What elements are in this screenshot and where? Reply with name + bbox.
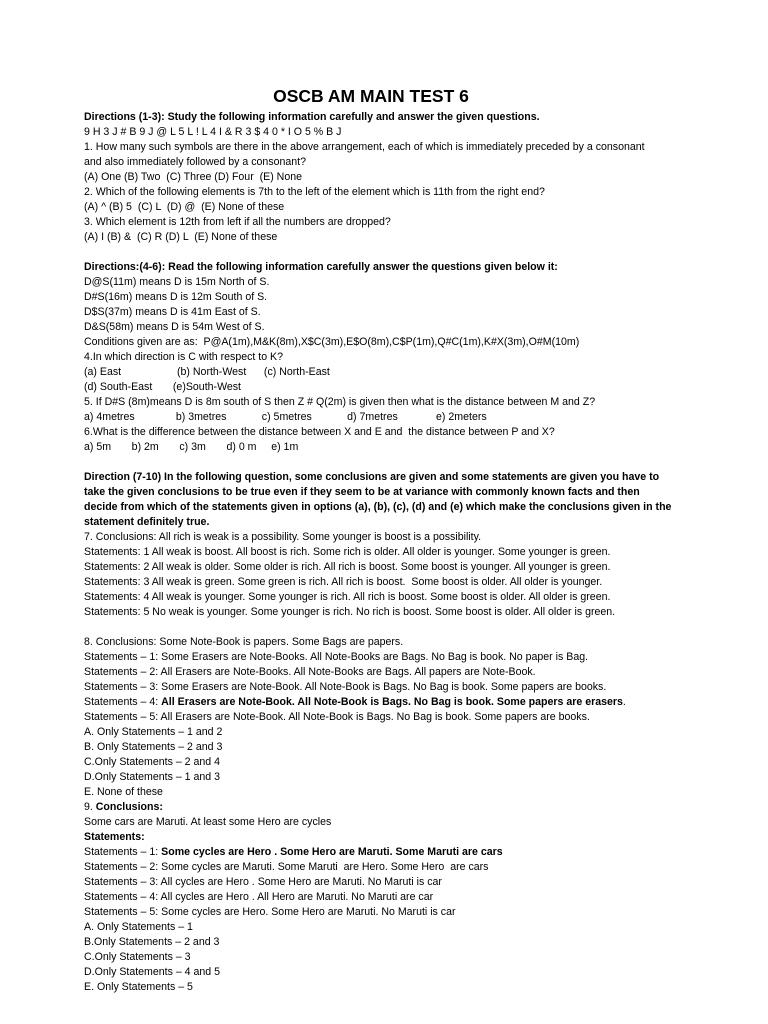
- text-line-content: A. Only Statements – 1: [84, 921, 193, 933]
- text-line-emphasis: Conclusions:: [95, 801, 163, 813]
- text-line: [84, 245, 670, 260]
- text-line-content: D&S(58m) means D is 54m West of S.: [84, 321, 265, 333]
- text-line-content: Statements – 2: All Erasers are Note-Books. All Note-Books are Bags. All papers are Note-Book.: [84, 666, 536, 678]
- text-line-content: 8. Conclusions: Some Note-Book is papers. Some Bags are papers.: [84, 636, 404, 648]
- text-line-content: 7. Conclusions: All rich is weak is a possibility. Some younger is boost is a possibility.: [84, 531, 482, 543]
- text-line: [84, 425, 670, 440]
- text-line: [84, 665, 670, 680]
- text-line-content: D#S(16m) means D is 12m South of S.: [84, 291, 268, 303]
- text-line-content: (a) East (b) North-West (c) North-East: [84, 366, 330, 378]
- text-line: [84, 860, 670, 875]
- text-line: [84, 785, 670, 800]
- text-line-content: Statements – 2: Some cycles are Maruti. Some Maruti are Hero. Some Hero are cars: [84, 861, 489, 873]
- text-line: [84, 455, 670, 470]
- text-line-content: Statements: 2 All weak is older. Some older is rich. All rich is boost. Some boost is younger. All younger is green.: [84, 561, 611, 573]
- text-line-content: D.Only Statements – 4 and 5: [84, 966, 221, 978]
- text-line: [84, 755, 670, 770]
- text-line-content: and also immediately followed by a consonant?: [84, 156, 307, 168]
- text-line-content: Conditions given are as: P@A(1m),M&K(8m),X$C(3m),E$O(8m),C$P(1m),Q#C(1m),K#X(3m),O#M(10m): [84, 336, 580, 348]
- text-line: [84, 725, 670, 740]
- text-line: [84, 290, 670, 305]
- text-line: [84, 710, 670, 725]
- text-line-content: B. Only Statements – 2 and 3: [84, 741, 223, 753]
- text-line: [84, 605, 670, 620]
- text-line-content: 9 H 3 J # B 9 J @ L 5 L ! L 4 I & R 3 $ 4 0 * I O 5 % B J: [84, 126, 342, 138]
- text-line: [84, 830, 670, 845]
- document-body: [84, 110, 670, 995]
- text-line-content: decide from which of the statements given in options (a), (b), (c), (d) and (e) which make the conclusions given in the: [84, 501, 672, 513]
- text-line-content: Statements – 5: Some cycles are Hero. Some Hero are Maruti. No Maruti is car: [84, 906, 456, 918]
- page-title: OSCB AM MAIN TEST 6: [273, 86, 469, 106]
- text-line: [84, 125, 670, 140]
- text-line: [84, 215, 670, 230]
- text-line-content: Statements: 1 All weak is boost. All boost is rich. Some rich is older. All older is younger. Some younger is green.: [84, 546, 611, 558]
- text-line: [84, 515, 670, 530]
- text-line: [84, 110, 670, 125]
- text-line: [84, 395, 670, 410]
- text-line-content: 2. Which of the following elements is 7th to the left of the element which is 11th from the right end?: [84, 186, 545, 198]
- text-line-content: C.Only Statements – 2 and 4: [84, 756, 221, 768]
- text-line-content: 4.In which direction is C with respect to K?: [84, 351, 284, 363]
- text-line: [84, 560, 670, 575]
- text-line: [84, 680, 670, 695]
- text-line: [84, 920, 670, 935]
- text-line: [84, 980, 670, 995]
- text-line: [84, 365, 670, 380]
- text-line: [84, 695, 670, 710]
- text-line-content: Statements – 1:: [84, 846, 162, 858]
- text-line: [84, 140, 670, 155]
- text-line: [84, 740, 670, 755]
- text-line: [84, 890, 670, 905]
- text-line: [84, 770, 670, 785]
- text-line: [84, 335, 670, 350]
- text-line: [84, 440, 670, 455]
- text-line: [84, 590, 670, 605]
- text-line-content: D.Only Statements – 1 and 3: [84, 771, 221, 783]
- text-line: [84, 470, 670, 485]
- text-line: [84, 170, 670, 185]
- text-line: [84, 305, 670, 320]
- text-line-content: 9.: [84, 801, 96, 813]
- text-line: [84, 485, 670, 500]
- text-line-content: Directions:(4-6): Read the following information carefully answer the questions given below it:: [84, 261, 558, 273]
- text-line: [84, 155, 670, 170]
- text-line-content: Statements: 3 All weak is green. Some green is rich. All rich is boost. Some boost is older. All older is younger.: [84, 576, 603, 588]
- text-line: [84, 875, 670, 890]
- text-line: [84, 380, 670, 395]
- text-line-content: a) 4metres b) 3metres c) 5metres d) 7metres e) 2meters: [84, 411, 487, 423]
- text-line: [84, 935, 670, 950]
- text-line-content: (A) I (B) & (C) R (D) L (E) None of these: [84, 231, 278, 243]
- text-line-content: Statements:: [84, 831, 145, 843]
- text-line-content: Statements – 3: Some Erasers are Note-Book. All Note-Book is Bags. No Bag is book. Some papers are books.: [84, 681, 607, 693]
- text-line-content: E. Only Statements – 5: [84, 981, 193, 993]
- text-line: [84, 200, 670, 215]
- text-line: [84, 350, 670, 365]
- text-line-content: Statements: 5 No weak is younger. Some younger is rich. No rich is boost. Some boost is older. All older is green.: [84, 606, 616, 618]
- text-line: [84, 905, 670, 920]
- text-line-content: D@S(11m) means D is 15m North of S.: [84, 276, 270, 288]
- text-line-content: Statements: 4 All weak is younger. Some younger is rich. All rich is boost. Some boost is older. All older is green.: [84, 591, 611, 603]
- text-line: [84, 620, 670, 635]
- text-line-end: .: [622, 696, 626, 708]
- text-line: [84, 500, 670, 515]
- text-line-content: (A) One (B) Two (C) Three (D) Four (E) None: [84, 171, 303, 183]
- text-line: [84, 260, 670, 275]
- text-line: [84, 410, 670, 425]
- text-line: [84, 185, 670, 200]
- text-line: [84, 965, 670, 980]
- text-line-content: Statements – 4: All cycles are Hero . All Hero are Maruti. No Maruti are car: [84, 891, 434, 903]
- text-line: [84, 635, 670, 650]
- text-line-content: 3. Which element is 12th from left if all the numbers are dropped?: [84, 216, 391, 228]
- text-line-content: Statements – 4:: [84, 696, 162, 708]
- text-line-content: Statements – 5: All Erasers are Note-Book. All Note-Book is Bags. No Bag is book. Some papers are books.: [84, 711, 590, 723]
- text-line-emphasis: Some cycles are Hero . Some Hero are Maruti. Some Maruti are cars: [161, 846, 503, 858]
- text-line: [84, 815, 670, 830]
- text-line-content: B.Only Statements – 2 and 3: [84, 936, 220, 948]
- text-line-content: (d) South-East (e)South-West: [84, 381, 242, 393]
- text-line-content: Statements – 3: All cycles are Hero . Some Hero are Maruti. No Maruti is car: [84, 876, 442, 888]
- text-line-content: A. Only Statements – 1 and 2: [84, 726, 223, 738]
- text-line-content: Direction (7-10) In the following question, some conclusions are given and some statements are given you have to: [84, 471, 660, 483]
- text-line-content: 1. How many such symbols are there in the above arrangement, each of which is immediately preceded by a consonant: [84, 141, 645, 153]
- text-line: [84, 950, 670, 965]
- text-line-content: statement definitely true.: [84, 516, 210, 528]
- text-line-content: D$S(37m) means D is 41m East of S.: [84, 306, 261, 318]
- text-line-emphasis: All Erasers are Note-Book. All Note-Book is Bags. No Bag is book. Some papers are erasers: [161, 696, 623, 708]
- text-line-content: Directions (1-3): Study the following information carefully and answer the given questions.: [84, 111, 540, 123]
- text-line-content: 6.What is the difference between the distance between X and E and the distance between P and X?: [84, 426, 555, 438]
- text-line-content: a) 5m b) 2m c) 3m d) 0 m e) 1m: [84, 441, 299, 453]
- text-line: [84, 230, 670, 245]
- text-line: [84, 320, 670, 335]
- text-line: [84, 530, 670, 545]
- text-line-content: 5. If D#S (8m)means D is 8m south of S then Z # Q(2m) is given then what is the distance between M and Z?: [84, 396, 596, 408]
- text-line: [84, 845, 670, 860]
- text-line-content: E. None of these: [84, 786, 163, 798]
- text-line: [84, 545, 670, 560]
- text-line-content: C.Only Statements – 3: [84, 951, 191, 963]
- text-line: [84, 575, 670, 590]
- text-line-content: Some cars are Maruti. At least some Hero are cycles: [84, 816, 332, 828]
- text-line-content: take the given conclusions to be true even if they seem to be at variance with commonly known facts and then: [84, 486, 640, 498]
- text-line: [84, 275, 670, 290]
- text-line: [84, 800, 670, 815]
- text-line-content: (A) ^ (B) 5 (C) L (D) @ (E) None of these: [84, 201, 285, 213]
- text-line: [84, 650, 670, 665]
- text-line-content: Statements – 1: Some Erasers are Note-Books. All Note-Books are Bags. No Bag is book. No paper is Bag.: [84, 651, 589, 663]
